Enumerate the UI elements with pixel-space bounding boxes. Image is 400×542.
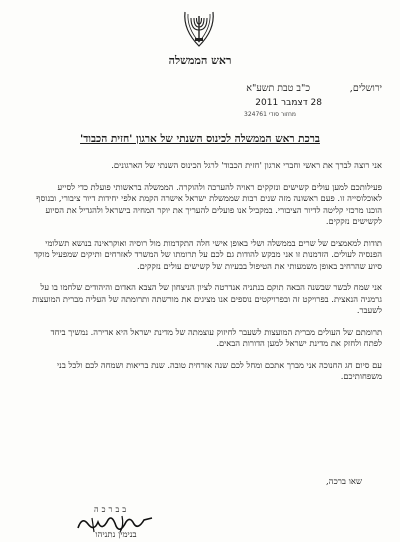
date-block (232, 83, 382, 121)
paragraph: תרומתם של העולים מברית המועצות לשעבר לחיזוק עוצמתה של מדינת ישראל היא אדירה. נמשיך ביחד לפתח ולחזק את מדינת ישראל למען הדורות הבאים. (50, 326, 382, 348)
signoff: בברכה (94, 505, 130, 514)
reference-number: מחזור סודי 324761 (244, 111, 296, 118)
paragraph: אני שמח לבשר שבשנה הבאה תוקם בנתניה אנדרטה לציון הניצחון של הצבא האדום והיהודים שלחמו בו על גרמניה הנאצית. בפרויקט זה ובפרויקטים נוספים אנו מציגים את מורשתה ותרומתה של העליה מברית המועצות לשעבר. (32, 282, 382, 315)
paragraph: עם סיום חג החנוכה אני מברך אתכם ומחל לכם שנה אזרחית טובה. שנת בריאות ושמחה לכם ולכל בני משפחותיכם. (57, 359, 382, 381)
paragraph: אני רוצה לברך את ראשי וחברי ארגון 'חזית הכבוד' לרגל הכינוס השנתי של הארגונים. (111, 160, 382, 170)
paragraph: תודות למאמצים של שרים בממשלה ושלי באופן אישי חלה התקדמות מול רוסיה ואוקראינה בנושא תשלומי הפנסיה לעולים. הזדמנות זו אני מבקש להודות גם לכם על תרומתו של המשרד לאזרחים ותיקים שמפעיל מוקד סיוע שהרחיב באופן משמעותי את הטיפול בבעיות של קשישים עולים נזקקים. (34, 237, 382, 271)
menorah-emblem-icon (181, 8, 217, 48)
closing-line: שאו ברכה, (325, 477, 362, 487)
signer-name: בנימין נתניהו (95, 530, 137, 540)
location: ירושלים, (349, 83, 382, 94)
letter-title: ברכת ראש הממשלה לכינוס השנתי של ארגון 'חזית הכבוד' (80, 133, 320, 145)
letter-body (30, 160, 382, 385)
paragraph: פעילותכם למען עולים קשישים ונזקקים ראויה להערכה ולהוקרה. הממשלה בראשותי פועלת כדי לסייע לאוכלוסייה זו. פעם ראשונה מזה שנים רבות שממשלת ישראל אישרה הקמת אלפי יחידות דיור ציבורי, ובנוסף הוכנו מרכזי קליטה לדיור הציבורי. במקביל אנו פועלים להעריך את יוקר המחיה בישראל ולהגדיל את הסיוע לקשישים נזקקים. (36, 181, 382, 226)
gregorian-date: 28 דצמבר 2011 (255, 98, 322, 108)
hebrew-date: כ"ב טבת תשע"א (246, 83, 310, 94)
office-title: ראש הממשלה (168, 54, 232, 67)
